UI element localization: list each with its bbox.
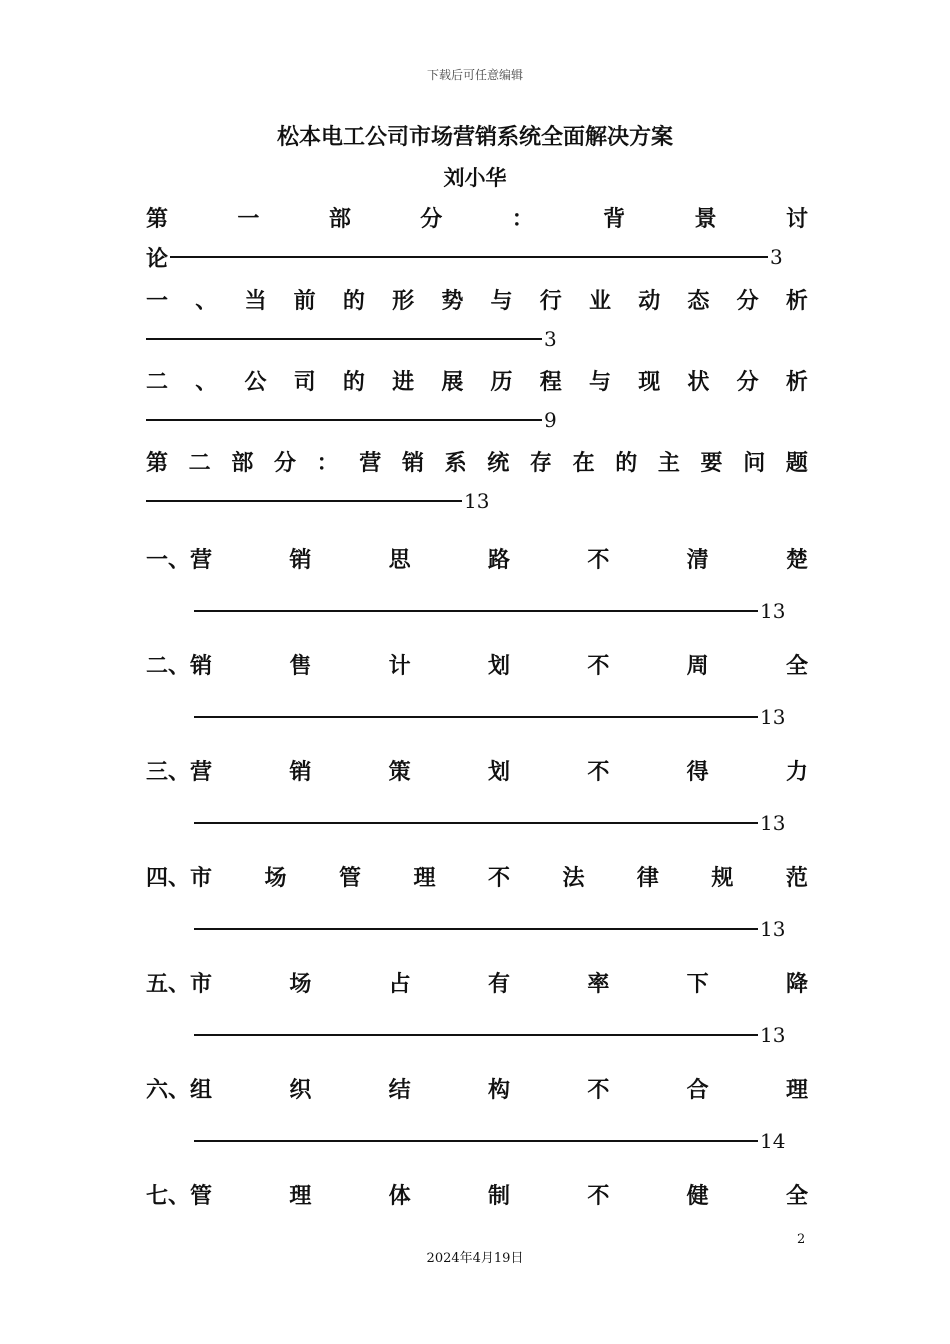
toc-heading-char: 不 xyxy=(587,652,610,679)
toc-heading-char: 前 xyxy=(293,287,316,314)
toc-item1-page: 3 xyxy=(544,327,557,351)
toc-heading-char: 二 xyxy=(146,368,169,395)
toc-heading-char: 全 xyxy=(785,1182,808,1209)
toc-sub-page: 13 xyxy=(760,705,786,729)
document-author: 刘小华 xyxy=(443,165,507,190)
toc-heading-char: 周 xyxy=(686,652,709,679)
toc-sub-item[interactable] xyxy=(146,858,808,944)
toc-heading-char: 降 xyxy=(785,970,808,997)
toc-sub-prefix: 七、 xyxy=(146,1182,191,1209)
toc-heading-char: 划 xyxy=(488,758,511,785)
toc-heading-char: 得 xyxy=(686,758,709,785)
toc-heading-char: 的 xyxy=(342,287,365,314)
toc-part2[interactable] xyxy=(146,444,808,516)
toc-heading-char: 营 xyxy=(359,449,382,476)
toc-heading-char: 场 xyxy=(264,864,287,891)
toc-heading-char: 售 xyxy=(289,652,312,679)
toc-heading-char: 状 xyxy=(687,368,710,395)
toc-sub-item[interactable] xyxy=(146,646,808,732)
toc-sub-prefix: 二、 xyxy=(146,652,191,679)
toc-heading-char: 分 xyxy=(736,368,759,395)
toc-heading-char: 在 xyxy=(572,449,595,476)
toc-heading-char: 清 xyxy=(686,546,709,573)
toc-heading-char: 不 xyxy=(587,758,610,785)
toc-heading-char: 市 xyxy=(190,864,213,891)
toc-leader-dashes xyxy=(194,928,758,930)
toc-leader-dashes xyxy=(146,500,462,502)
toc-heading-char: 组 xyxy=(190,1076,213,1103)
toc-heading-char: 的 xyxy=(342,368,365,395)
toc-heading-char: 楚 xyxy=(785,546,808,573)
toc-heading-char: 健 xyxy=(686,1182,709,1209)
toc-item2-page: 9 xyxy=(544,408,557,432)
toc-heading-char: 存 xyxy=(529,449,552,476)
toc-sub-page: 14 xyxy=(760,1129,786,1153)
document-title: 松本电工公司市场营销系统全面解决方案 xyxy=(276,124,673,150)
toc-item1-heading xyxy=(146,282,808,316)
toc-leader-dashes xyxy=(170,256,768,258)
toc-heading-char: 现 xyxy=(638,368,661,395)
toc-heading-char: 下 xyxy=(686,970,709,997)
toc-sub-prefix: 五、 xyxy=(146,970,191,997)
toc-sub-prefix: 六、 xyxy=(146,1076,191,1103)
toc-heading-char: 理 xyxy=(289,1182,312,1209)
toc-sub-leader xyxy=(146,596,808,626)
toc-sub-leader xyxy=(146,914,808,944)
toc-heading-char: 合 xyxy=(686,1076,709,1103)
toc-heading-char: 体 xyxy=(388,1182,411,1209)
toc-leader-dashes xyxy=(146,419,542,421)
toc-sub-item[interactable] xyxy=(146,964,808,1050)
toc-heading-char: 不 xyxy=(587,546,610,573)
toc-heading-char: 理 xyxy=(413,864,436,891)
toc-sub-leader xyxy=(146,702,808,732)
toc-part1-heading xyxy=(146,200,808,234)
toc-heading-char: 第 xyxy=(146,205,169,232)
toc-heading-char: 析 xyxy=(785,287,808,314)
toc-heading-char: 理 xyxy=(785,1076,808,1103)
toc-sub-item[interactable] xyxy=(146,752,808,838)
toc-heading-char: 思 xyxy=(388,546,411,573)
toc-sub-item[interactable] xyxy=(146,540,808,626)
toc-heading-char: 部 xyxy=(328,205,351,232)
toc-sub-heading xyxy=(146,646,808,682)
toc-heading-char: 要 xyxy=(700,449,723,476)
toc-part1-leader xyxy=(146,242,808,272)
footer-date: 2024年4月19日 xyxy=(426,1251,524,1266)
toc-heading-char: 司 xyxy=(293,368,316,395)
toc-part1-page: 3 xyxy=(770,245,783,269)
toc-heading-char: 统 xyxy=(487,449,510,476)
toc-leader-dashes xyxy=(194,822,758,824)
toc-heading-char: 历 xyxy=(490,368,513,395)
toc-heading-char: 不 xyxy=(587,1076,610,1103)
toc-heading-char: 销 xyxy=(289,546,312,573)
toc-heading-char: 业 xyxy=(588,287,611,314)
toc-heading-char: 路 xyxy=(488,546,511,573)
toc-leader-dashes xyxy=(146,338,542,340)
header-note: 下载后可任意编辑 xyxy=(426,68,523,82)
toc-heading-char: 主 xyxy=(657,449,680,476)
toc-sub-page: 13 xyxy=(760,599,786,623)
toc-leader-dashes xyxy=(194,610,758,612)
toc-part1-cont: 论 xyxy=(146,245,169,272)
toc-sub-prefix: 三、 xyxy=(146,758,191,785)
toc-heading-char: 计 xyxy=(388,652,411,679)
toc-sub-item[interactable] xyxy=(146,1176,808,1212)
toc-heading-char: 的 xyxy=(615,449,638,476)
toc-heading-char: 销 xyxy=(190,652,213,679)
toc-heading-char: 律 xyxy=(636,864,659,891)
toc-heading-char: 与 xyxy=(588,368,611,395)
toc-heading-char: 场 xyxy=(289,970,312,997)
toc-heading-char: 形 xyxy=(392,287,415,314)
toc-heading-char: 有 xyxy=(488,970,511,997)
toc-leader-dashes xyxy=(194,1140,758,1142)
toc-heading-char: 部 xyxy=(231,449,254,476)
toc-part2-leader xyxy=(146,486,808,516)
toc-heading-char: 题 xyxy=(785,449,808,476)
toc-sub-heading xyxy=(146,1176,808,1212)
toc-part2-heading xyxy=(146,444,808,478)
toc-heading-char: 二 xyxy=(188,449,211,476)
toc-sub-prefix: 一、 xyxy=(146,546,191,573)
toc-heading-char: 策 xyxy=(388,758,411,785)
toc-heading-char: 营 xyxy=(190,758,213,785)
toc-heading-char: 析 xyxy=(785,368,808,395)
toc-heading-char: 力 xyxy=(785,758,808,785)
toc-heading-char: 不 xyxy=(587,1182,610,1209)
toc-sub-heading xyxy=(146,858,808,894)
toc-sub-heading xyxy=(146,964,808,1000)
toc-heading-char: 分 xyxy=(420,205,443,232)
toc-sub-heading xyxy=(146,540,808,576)
toc-sub-prefix: 四、 xyxy=(146,864,191,891)
toc-item1[interactable] xyxy=(146,282,808,354)
toc-sub-page: 13 xyxy=(760,1023,786,1047)
toc-heading-char: 讨 xyxy=(785,205,808,232)
toc-sub-leader xyxy=(146,1020,808,1050)
toc-heading-char: 一 xyxy=(237,205,260,232)
toc-heading-char: 营 xyxy=(190,546,213,573)
toc-heading-char: 分 xyxy=(273,449,296,476)
toc-heading-char: ： xyxy=(316,449,339,476)
toc-item2[interactable] xyxy=(146,363,808,435)
toc-item2-leader xyxy=(146,405,808,435)
toc-part2-page: 13 xyxy=(464,489,490,513)
toc-heading-char: 公 xyxy=(244,368,267,395)
toc-heading-char: 背 xyxy=(603,205,626,232)
toc-item1-leader xyxy=(146,324,808,354)
toc-heading-char: 、 xyxy=(195,287,218,314)
toc-heading-char: 率 xyxy=(587,970,610,997)
toc-sub-leader xyxy=(146,1126,808,1156)
toc-heading-char: 当 xyxy=(244,287,267,314)
toc-heading-char: 展 xyxy=(441,368,464,395)
toc-heading-char: 销 xyxy=(289,758,312,785)
toc-heading-char: 制 xyxy=(488,1182,511,1209)
toc-heading-char: 织 xyxy=(289,1076,312,1103)
toc-sub-item[interactable] xyxy=(146,1070,808,1156)
toc-heading-char: 第 xyxy=(146,449,169,476)
toc-heading-char: 市 xyxy=(190,970,213,997)
toc-heading-char: 动 xyxy=(638,287,661,314)
toc-heading-char: 势 xyxy=(441,287,464,314)
page-number: 2 xyxy=(797,1232,806,1247)
toc-heading-char: 划 xyxy=(488,652,511,679)
toc-heading-char: 景 xyxy=(694,205,717,232)
toc-heading-char: 占 xyxy=(388,970,411,997)
toc-heading-char: ： xyxy=(511,205,534,232)
toc-heading-char: 态 xyxy=(687,287,710,314)
toc-item2-heading xyxy=(146,363,808,397)
toc-heading-char: 行 xyxy=(539,287,562,314)
toc-heading-char: 问 xyxy=(743,449,766,476)
toc-heading-char: 管 xyxy=(338,864,361,891)
toc-leader-dashes xyxy=(194,1034,758,1036)
toc-sub-heading xyxy=(146,752,808,788)
toc-sub-leader xyxy=(146,808,808,838)
toc-sub-page: 13 xyxy=(760,811,786,835)
toc-heading-char: 法 xyxy=(562,864,585,891)
toc-sub-heading xyxy=(146,1070,808,1106)
toc-heading-char: 结 xyxy=(388,1076,411,1103)
toc-heading-char: 进 xyxy=(392,368,415,395)
toc-heading-char: 范 xyxy=(785,864,808,891)
toc-leader-dashes xyxy=(194,716,758,718)
toc-heading-char: 与 xyxy=(490,287,513,314)
toc-heading-char: 不 xyxy=(487,864,510,891)
toc-heading-char: 程 xyxy=(539,368,562,395)
toc-sub-page: 13 xyxy=(760,917,786,941)
toc-heading-char: 、 xyxy=(195,368,218,395)
toc-heading-char: 全 xyxy=(785,652,808,679)
toc-heading-char: 销 xyxy=(401,449,424,476)
toc-heading-char: 分 xyxy=(736,287,759,314)
toc-heading-char: 一 xyxy=(146,287,169,314)
toc-heading-char: 系 xyxy=(444,449,467,476)
toc-part1[interactable] xyxy=(146,200,808,272)
toc-heading-char: 构 xyxy=(488,1076,511,1103)
toc-heading-char: 规 xyxy=(711,864,734,891)
toc-heading-char: 管 xyxy=(190,1182,213,1209)
